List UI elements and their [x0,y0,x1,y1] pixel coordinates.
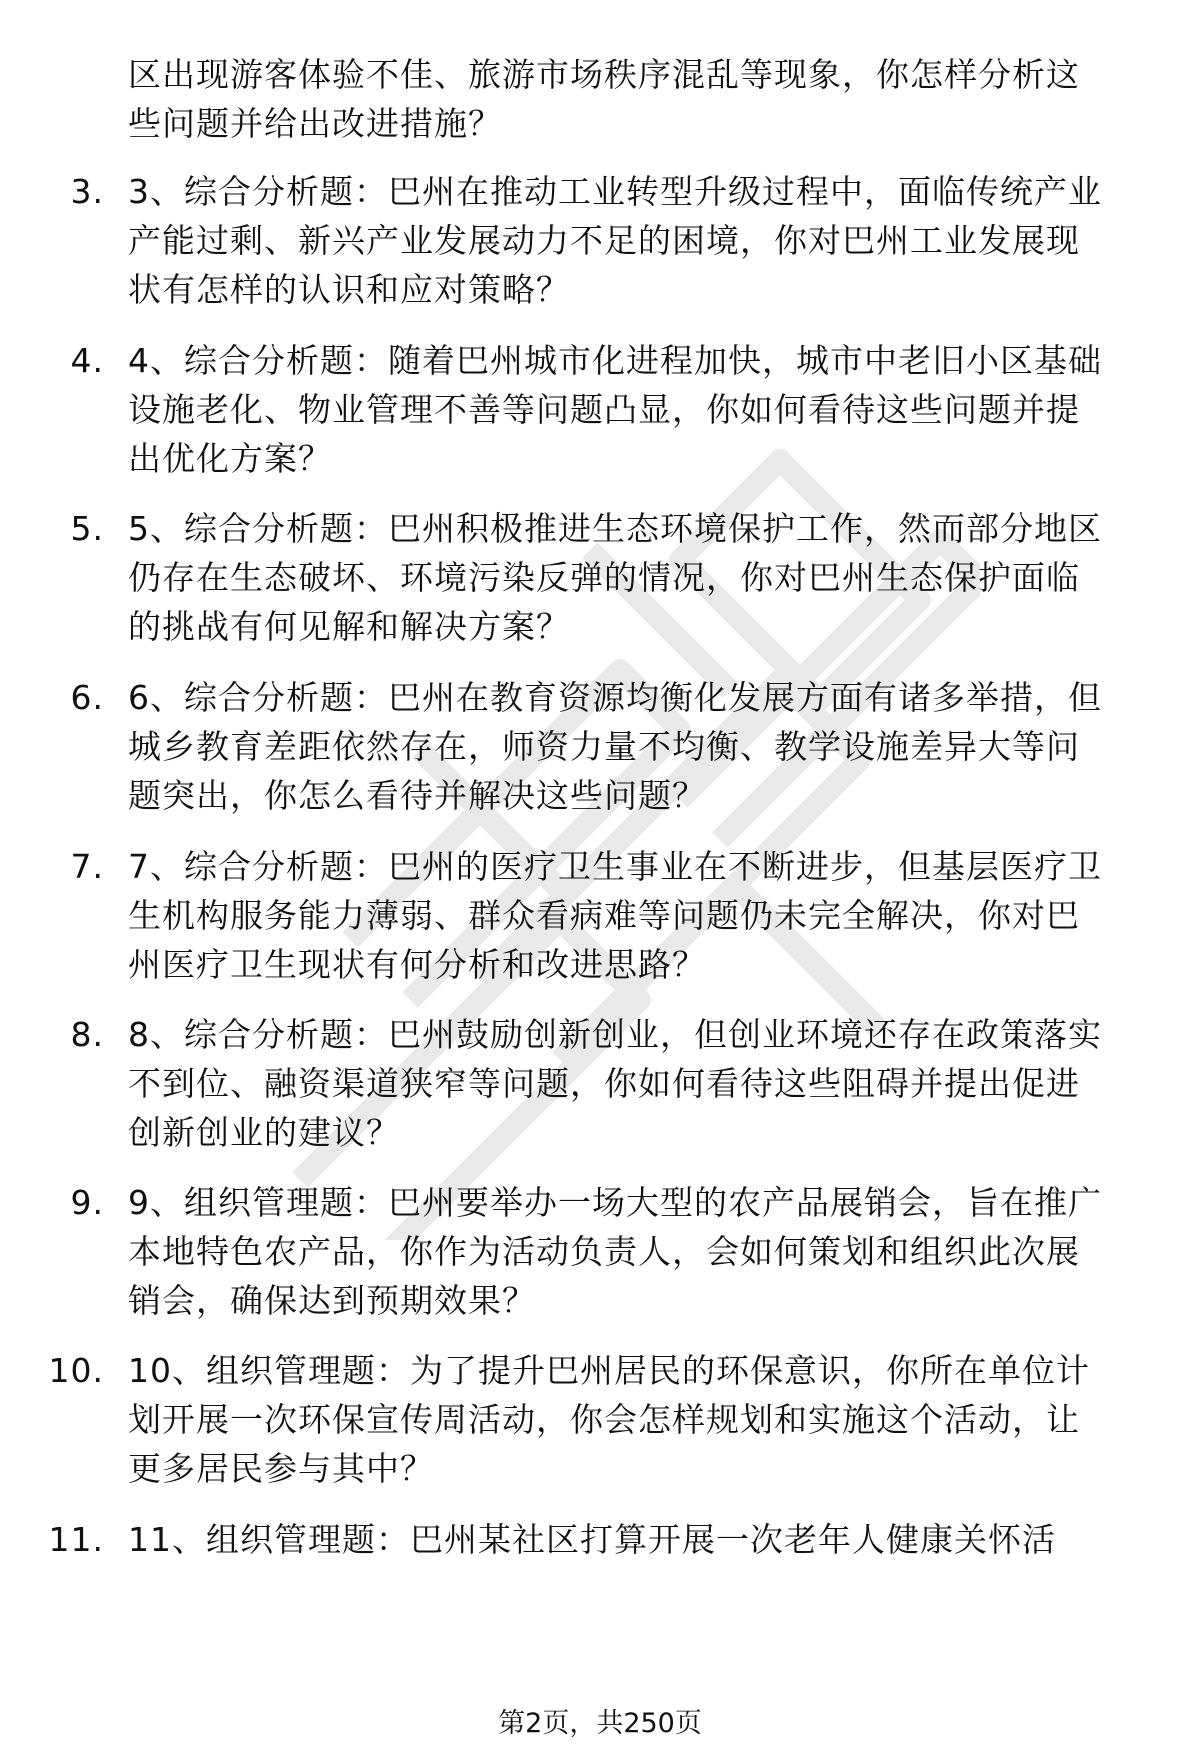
question-text [128,673,1158,820]
question-line: 划开展一次环保宣传周活动，你会怎样规划和实施这个活动，让 [128,1400,1080,1439]
question-line: 题突出，你怎么看待并解决这些问题？ [128,776,706,815]
question-line: 区出现游客体验不佳、旅游市场秩序混乱等现象，你怎样分析这 [128,55,1080,94]
question-line: 8、综合分析题：巴州鼓励创新创业，但创业环境还存在政策落实 [128,1015,1102,1054]
question-line: 的挑战有何见解和解决方案？ [128,607,570,646]
question-text [128,167,1158,314]
question-line: 状有怎样的认识和应对策略？ [128,270,570,309]
question-text [128,1010,1158,1157]
question-line: 5、综合分析题：巴州积极推进生态环境保护工作，然而部分地区 [128,509,1102,548]
question-line: 产能过剩、新兴产业发展动力不足的困境，你对巴州工业发展现 [128,221,1080,260]
question-number: 9. [70,1183,104,1222]
question-line: 7、综合分析题：巴州的医疗卫生事业在不断进步，但基层医疗卫 [128,847,1102,886]
question-line: 创新创业的建议？ [128,1113,400,1152]
question-number: 5. [70,509,104,548]
question-number: 7. [70,847,104,886]
question-line: 出优化方案？ [128,439,332,478]
question-text [128,336,1158,483]
question-number: 10. [48,1351,104,1390]
question-line: 9、组织管理题：巴州要举办一场大型的农产品展销会，旨在推广 [128,1183,1102,1222]
question-line: 11、组织管理题：巴州某社区打算开展一次老年人健康关怀活 [128,1520,1056,1559]
question-line: 4、综合分析题：随着巴州城市化进程加快，城市中老旧小区基础 [128,341,1102,380]
question-line: 10、组织管理题：为了提升巴州居民的环保意识，你所在单位计 [128,1351,1090,1390]
question-text [128,504,1158,651]
question-line: 6、综合分析题：巴州在教育资源均衡化发展方面有诸多举措，但 [128,678,1102,717]
question-number: 4. [70,341,104,380]
question-line: 设施老化、物业管理不善等问题凸显，你如何看待这些问题并提 [128,390,1080,429]
question-text [128,1346,1158,1493]
question-line: 州医疗卫生现状有何分析和改进思路？ [128,945,706,984]
question-line: 生机构服务能力薄弱、群众看病难等问题仍未完全解决，你对巴 [128,896,1080,935]
question-line: 3、综合分析题：巴州在推动工业转型升级过程中，面临传统产业 [128,172,1102,211]
question-text [128,1515,1158,1564]
question-line: 仍存在生态破坏、环境污染反弹的情况，你对巴州生态保护面临 [128,558,1080,597]
question-number: 6. [70,678,104,717]
question-line: 销会，确保达到预期效果？ [128,1281,536,1320]
question-number: 3. [70,172,104,211]
question-line: 城乡教育差距依然存在，师资力量不均衡、教学设施差异大等问 [128,727,1080,766]
question-number: 11. [48,1520,104,1559]
question-text [128,1178,1158,1325]
page-indicator: 第2页，共250页 [498,1708,702,1739]
question-number: 8. [70,1015,104,1054]
question-text [128,842,1158,989]
question-line: 更多居民参与其中？ [128,1449,434,1488]
question-line: 不到位、融资渠道狭窄等问题，你如何看待这些阻碍并提出促进 [128,1064,1080,1103]
question-line: 些问题并给出改进措施？ [128,104,502,143]
question-line: 本地特色农产品，你作为活动负责人，会如何策划和组织此次展 [128,1232,1080,1271]
question-text [128,50,1158,148]
